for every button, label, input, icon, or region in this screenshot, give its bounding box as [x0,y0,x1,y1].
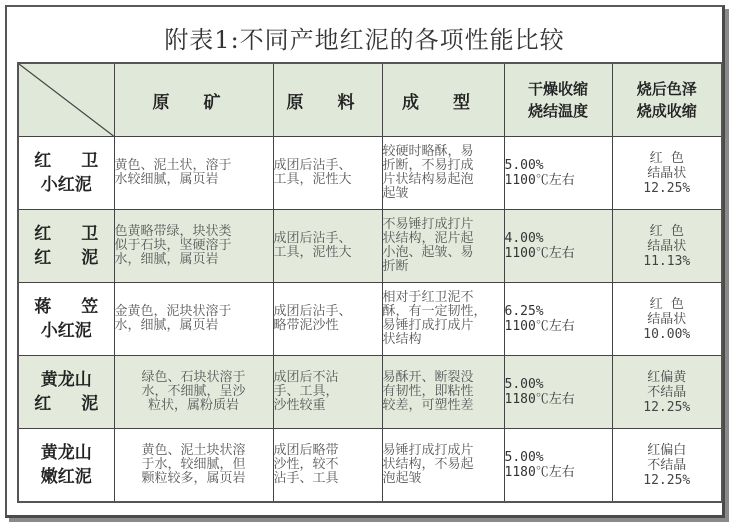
material-description: 成团后不沾 手、工具， 沙性较重 [273,356,382,429]
header-forming: 成 型 [382,63,504,137]
shrink-temp-value: 5.00% 1180℃左右 [504,356,612,429]
clay-name: 黄龙山 红 泥 [18,356,114,429]
ore-description: 黄色、泥土状，溶于 水较细腻，属页岩 [114,137,273,210]
color-shrink-value: 红 色 结晶状 11.13% [612,210,722,283]
material-description: 成团后沾手、 工具，泥性大 [273,210,382,283]
table-row [18,356,722,429]
color-shrink-value: 红 色 结晶状 10.00% [612,283,722,356]
table-row [18,137,722,210]
forming-description: 相对于红卫泥不 酥，有一定韧性， 易锤打成打成片 状结构 [382,283,504,356]
clay-name: 红 卫 红 泥 [18,210,114,283]
clay-name: 黄龙山 嫩红泥 [18,429,114,503]
table-row [18,210,722,283]
header-shrink-temp: 干燥收缩 烧结温度 [504,63,612,137]
color-shrink-value: 红偏黄 不结晶 12.25% [612,356,722,429]
shrink-temp-value: 6.25% 1100℃左右 [504,283,612,356]
header-color-shrink: 烧后色泽 烧成收缩 [612,63,722,137]
material-description: 成团后略带 沙性，较不 沾手、工具 [273,429,382,503]
table-frame [5,5,725,518]
table-row [18,429,722,503]
forming-description: 较硬时略酥，易 折断，不易打成 片状结构易起泡 起皱 [382,137,504,210]
shrink-temp-value: 5.00% 1100℃左右 [504,137,612,210]
clay-name: 蒋 笠 小红泥 [18,283,114,356]
header-row [18,63,722,137]
forming-description: 易酥开、断裂没 有韧性，即粘性 较差，可塑性差 [382,356,504,429]
shrink-temp-value: 4.00% 1100℃左右 [504,210,612,283]
ore-description: 色黄略带绿，块状类 似于石块，坚硬溶于 水，细腻，属页岩 [114,210,273,283]
ore-description: 金黄色，泥块状溶于 水，细腻，属页岩 [114,283,273,356]
material-description: 成团后沾手、 略带泥沙性 [273,283,382,356]
ore-description: 绿色、石块状溶于 水，不细腻，呈沙 粒状，属粉质岩 [114,356,273,429]
table-title: 附表1:不同产地红泥的各项性能比较 [164,26,565,54]
forming-description: 不易锤打成打片 状结构，泥片起 小泡、起皱、易 折断 [382,210,504,283]
color-shrink-value: 红偏白 不结晶 12.25% [612,429,722,503]
header-ore: 原 矿 [114,63,273,137]
shrink-temp-value: 5.00% 1180℃左右 [504,429,612,503]
diagonal-line-icon [19,64,114,136]
clay-name: 红 卫 小红泥 [18,137,114,210]
table-row [18,283,722,356]
header-material: 原 料 [273,63,382,137]
color-shrink-value: 红 色 结晶状 12.25% [612,137,722,210]
material-description: 成团后沾手、 工具，泥性大 [273,137,382,210]
corner-diagonal-cell [18,63,114,137]
forming-description: 易锤打成打成片 状结构，不易起 泡起皱 [382,429,504,503]
comparison-table [17,62,723,503]
ore-description: 黄色、泥土块状溶 于水，较细腻，但 颗粒较多，属页岩 [114,429,273,503]
